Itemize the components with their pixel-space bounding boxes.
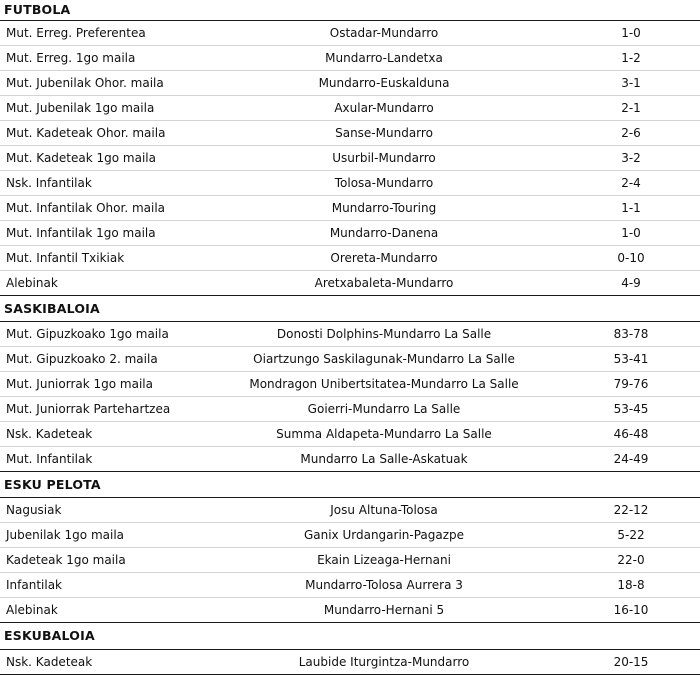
score-cell: 46-48 [613, 427, 649, 441]
score-cell: 22-12 [613, 503, 649, 517]
result-row [0, 271, 700, 295]
section-title: ESKUBALOIA [4, 628, 95, 643]
category-cell: Nsk. Kadeteak [6, 427, 93, 441]
score-cell: 79-76 [613, 377, 649, 391]
score-cell: 1-1 [621, 201, 641, 215]
category-cell: Nsk. Kadeteak [6, 655, 93, 669]
result-row [0, 347, 700, 372]
result-row [0, 171, 700, 196]
match-cell: Mundarro-Euskalduna [318, 76, 450, 90]
match-cell: Mundarro-Danena [329, 226, 439, 240]
result-row [0, 221, 700, 246]
score-cell: 18-8 [617, 578, 645, 592]
match-cell: Josu Altuna-Tolosa [330, 503, 438, 517]
score-cell: 16-10 [613, 603, 649, 617]
score-cell: 22-0 [617, 553, 645, 567]
score-cell: 2-4 [621, 176, 641, 190]
category-cell: Mut. Kadeteak 1go maila [6, 151, 156, 165]
score-cell: 4-9 [621, 276, 641, 290]
category-cell: Mut. Infantil Txikiak [6, 251, 125, 265]
result-row [0, 21, 700, 46]
match-cell: Mundarro-Hernani 5 [323, 603, 445, 617]
match-cell: Donosti Dolphins-Mundarro La Salle [276, 327, 492, 341]
results-table [0, 497, 700, 623]
category-cell: Mut. Kadeteak Ohor. maila [6, 126, 166, 140]
score-cell: 5-22 [617, 528, 645, 542]
category-cell: Nsk. Infantilak [6, 176, 92, 190]
match-cell: Usurbil-Mundarro [332, 151, 436, 165]
sport-section [0, 472, 700, 623]
match-cell: Sanse-Mundarro [335, 126, 433, 140]
result-row [0, 523, 700, 548]
match-cell: Mundarro-Landetxa [325, 51, 443, 65]
match-cell: Ostadar-Mundarro [329, 26, 439, 40]
result-row [0, 447, 700, 471]
category-cell: Alebinak [6, 603, 58, 617]
result-row [0, 46, 700, 71]
match-cell: Axular-Mundarro [334, 101, 434, 115]
results-table [0, 649, 700, 675]
score-cell: 24-49 [613, 452, 649, 466]
category-cell: Mut. Infantilak [6, 452, 93, 466]
section-title: ESKU PELOTA [4, 477, 101, 492]
result-row [0, 650, 700, 674]
score-cell: 1-0 [621, 226, 641, 240]
score-cell: 3-2 [621, 151, 641, 165]
result-row [0, 422, 700, 447]
score-cell: 2-6 [621, 126, 641, 140]
result-row [0, 397, 700, 422]
score-cell: 0-10 [617, 251, 645, 265]
match-cell: Tolosa-Mundarro [334, 176, 434, 190]
category-cell: Mut. Gipuzkoako 2. maila [6, 352, 158, 366]
result-row [0, 71, 700, 96]
result-row [0, 548, 700, 573]
match-cell: Summa Aldapeta-Mundarro La Salle [276, 427, 492, 441]
category-cell: Mut. Gipuzkoako 1go maila [6, 327, 169, 341]
category-cell: Kadeteak 1go maila [6, 553, 126, 567]
result-row [0, 372, 700, 397]
match-cell: Mundarro-Touring [331, 201, 437, 215]
score-cell: 2-1 [621, 101, 641, 115]
score-cell: 83-78 [613, 327, 649, 341]
score-cell: 1-2 [621, 51, 641, 65]
category-cell: Mut. Erreg. Preferentea [6, 26, 146, 40]
match-cell: Laubide Iturgintza-Mundarro [298, 655, 470, 669]
result-row [0, 146, 700, 171]
result-row [0, 196, 700, 221]
result-row [0, 598, 700, 622]
match-cell: Mundarro-Tolosa Aurrera 3 [305, 578, 463, 592]
category-cell: Mut. Jubenilak 1go maila [6, 101, 155, 115]
result-row [0, 96, 700, 121]
score-cell: 53-41 [613, 352, 649, 366]
section-title: FUTBOLA [4, 2, 71, 17]
category-cell: Jubenilak 1go maila [6, 528, 125, 542]
category-cell: Nagusiak [6, 503, 62, 517]
sport-section [0, 623, 700, 675]
sport-section [0, 0, 700, 296]
score-cell: 3-1 [621, 76, 641, 90]
category-cell: Mut. Juniorrak 1go maila [6, 377, 153, 391]
match-cell: Mondragon Unibertsitatea-Mundarro La Salle [249, 377, 519, 391]
match-cell: Goierri-Mundarro La Salle [307, 402, 461, 416]
category-cell: Mut. Infantilak Ohor. maila [6, 201, 166, 215]
score-cell: 53-45 [613, 402, 649, 416]
section-title: SASKIBALOIA [4, 301, 100, 316]
result-row [0, 121, 700, 146]
result-row [0, 498, 700, 523]
score-cell: 1-0 [621, 26, 641, 40]
category-cell: Mut. Infantilak 1go maila [6, 226, 156, 240]
match-cell: Orereta-Mundarro [330, 251, 438, 265]
sport-section [0, 296, 700, 472]
result-row [0, 246, 700, 271]
results-table [0, 20, 700, 296]
category-cell: Infantilak [6, 578, 63, 592]
result-row [0, 322, 700, 347]
match-cell: Ganix Urdangarin-Pagazpe [303, 528, 465, 542]
category-cell: Mut. Juniorrak Partehartzea [6, 402, 171, 416]
score-cell: 20-15 [613, 655, 649, 669]
match-cell: Oiartzungo Saskilagunak-Mundarro La Salle [253, 352, 515, 366]
result-row [0, 573, 700, 598]
category-cell: Mut. Jubenilak Ohor. maila [6, 76, 164, 90]
category-cell: Alebinak [6, 276, 58, 290]
results-table [0, 321, 700, 472]
match-cell: Aretxabaleta-Mundarro [314, 276, 454, 290]
match-cell: Mundarro La Salle-Askatuak [300, 452, 468, 466]
match-cell: Ekain Lizeaga-Hernani [317, 553, 451, 567]
category-cell: Mut. Erreg. 1go maila [6, 51, 136, 65]
